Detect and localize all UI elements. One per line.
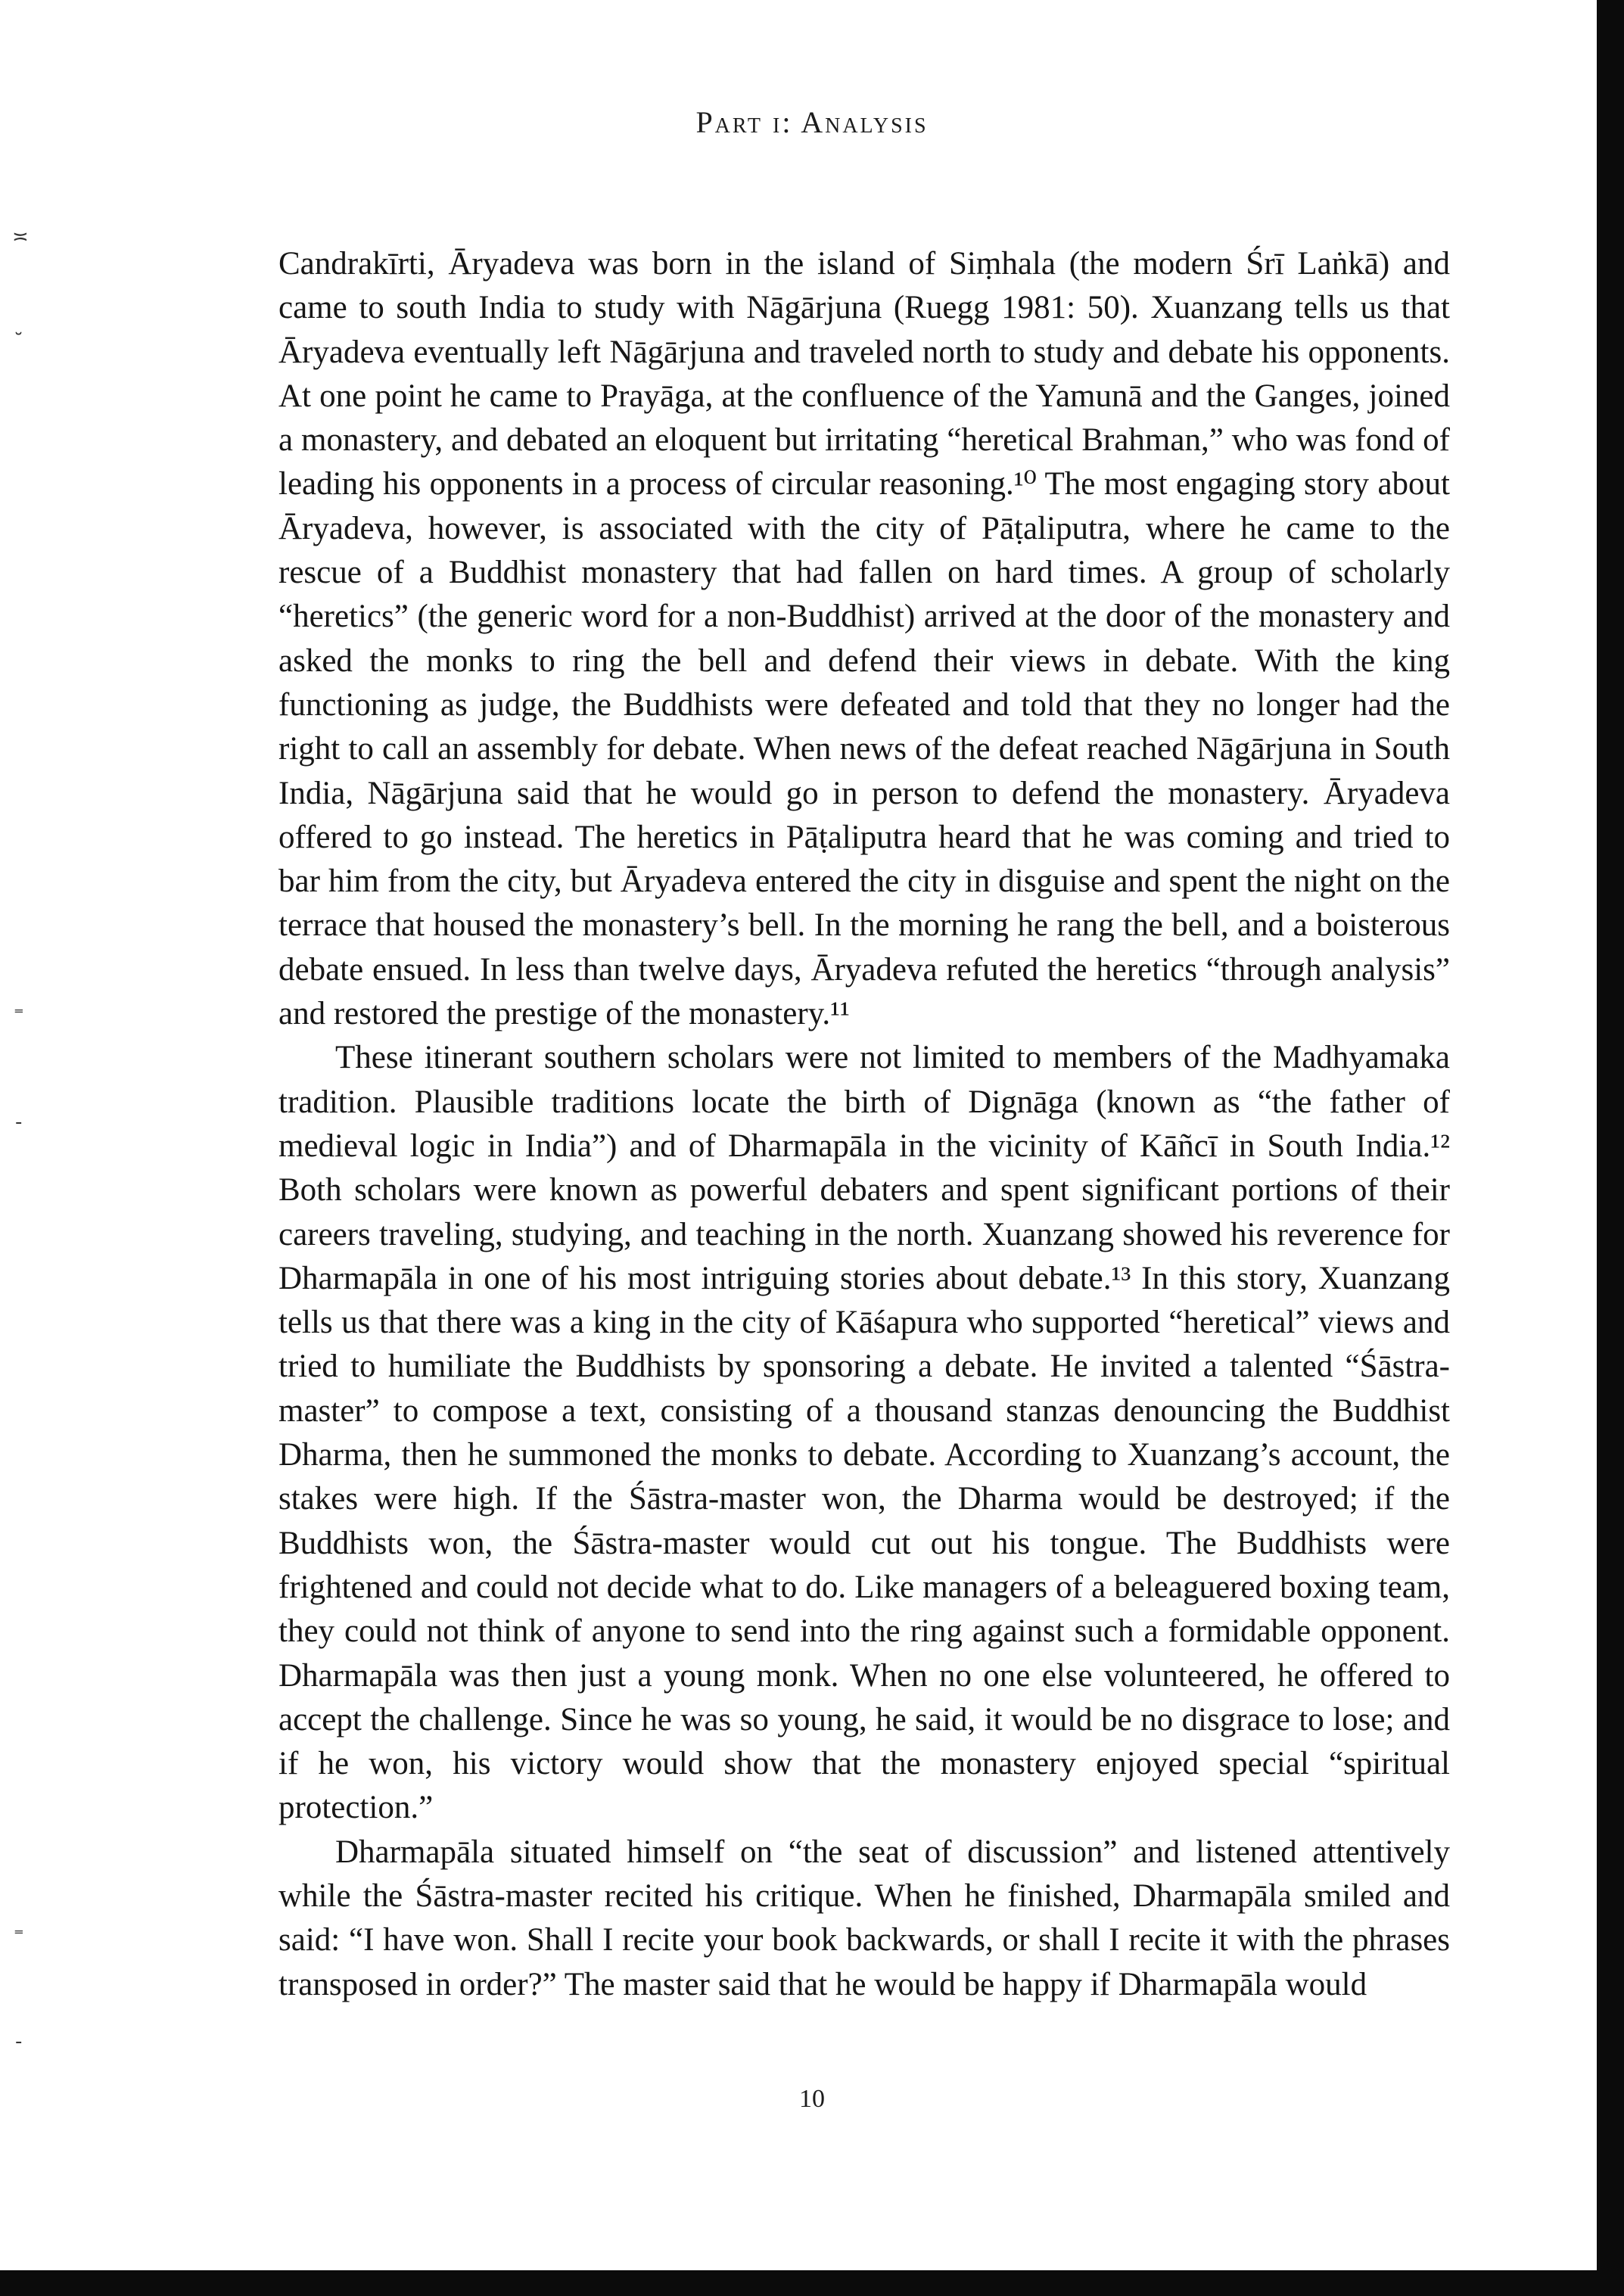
scan-edge-bottom: [0, 2270, 1624, 2296]
margin-mark: -: [15, 1111, 23, 1134]
paragraph: Dharmapāla situated himself on “the seat of discussion” and listened attentively while the Śāstra-master recited his critique. When he finished, Dharmapāla smiled and said: “I have won. Shall I recite your book backwards, or shall I recite it with the phrases transposed in order?” The master said that he would be happy if Dharmapāla would: [278, 1834, 1450, 2002]
paragraph: Candrakīrti, Āryadeva was born in the island of Siṃhala (the modern Śrī Laṅkā) and came to south India to study with Nāgārjuna (Ruegg 1981: 50). Xuanzang tells us that Āryadeva eventually left Nāgārjuna and traveled north to study and debate his opponents. At one point he came to Prayāga, at the confluence of the Yamunā and the Ganges, joined a monastery, and debated an eloquent but irritating “heretical Brahman,” who was fond of leading his opponents in a process of circular reasoning.¹⁰ The most engaging story about Āryadeva, however, is associated with the city of Pāṭaliputra, where he came to the rescue of a Buddhist monastery that had fallen on hard times. A group of scholarly “heretics” (the generic word for a non-Buddhist) arrived at the door of the monastery and asked the monks to ring the bell and defend their views in debate. With the king functioning as judge, the Buddhists were defeated and told that they no longer had the right to call an assembly for debate. When news of the defeat reached Nāgārjuna in South India, Nāgārjuna said that he would go in person to defend the monastery. Āryadeva offered to go instead. The heretics in Pāṭaliputra heard that he was coming and tried to bar him from the city, but Āryadeva entered the city in disguise and spent the night on the terrace that housed the monastery’s bell. In the morning he rang the bell, and a boisterous debate ensued. In less than twelve days, Āryadeva refuted the heretics “through analysis” and restored the prestige of the monastery.¹¹: [278, 246, 1450, 1032]
paragraph: These itinerant southern scholars were not limited to members of the Madhyamaka tradition. Plausible traditions locate the birth of Dignāga (known as “the father of medieval logic in India”) and of Dharmapāla in the vicinity of Kāñcī in South India.¹² Both scholars were known as powerful debaters and spent significant portions of their careers traveling, studying, and teaching in the north. Xuanzang showed his reverence for Dharmapāla in one of his most intriguing stories about debate.¹³ In this story, Xuanzang tells us that there was a king in the city of Kāśapura who supported “heretical” views and tried to humiliate the Buddhists by sponsoring a debate. He invited a talented “Śāstra-master” to compose a text, consisting of a thousand stanzas denouncing the Buddhist Dharma, then he summoned the monks to debate. According to Xuanzang’s account, the stakes were high. If the Śāstra-master won, the Dharma would be destroyed; if the Buddhists won, the Śāstra-master would cut out his tongue. The Buddhists were frightened and could not decide what to do. Like managers of a beleaguered boxing team, they could not think of anyone to send into the ring against such a formidable opponent. Dharmapāla was then just a young monk. When no one else volunteered, he offered to accept the challenge. Since he was so young, he said, it would be no disgrace to lose; and if he won, his victory would show that the monastery enjoyed special “spiritual protection.”: [278, 1040, 1450, 1826]
margin-mark: ˘: [14, 330, 23, 353]
margin-mark: ⁼: [14, 1924, 24, 1947]
body-text: [278, 242, 1450, 2007]
margin-mark: ⁼: [14, 1003, 24, 1026]
margin-mark: -: [15, 2030, 23, 2053]
scan-edge-right: [1597, 0, 1624, 2296]
running-head: Part i: Analysis: [695, 105, 929, 139]
page-number: 10: [799, 2085, 825, 2113]
margin-mark: ≍: [12, 226, 29, 248]
